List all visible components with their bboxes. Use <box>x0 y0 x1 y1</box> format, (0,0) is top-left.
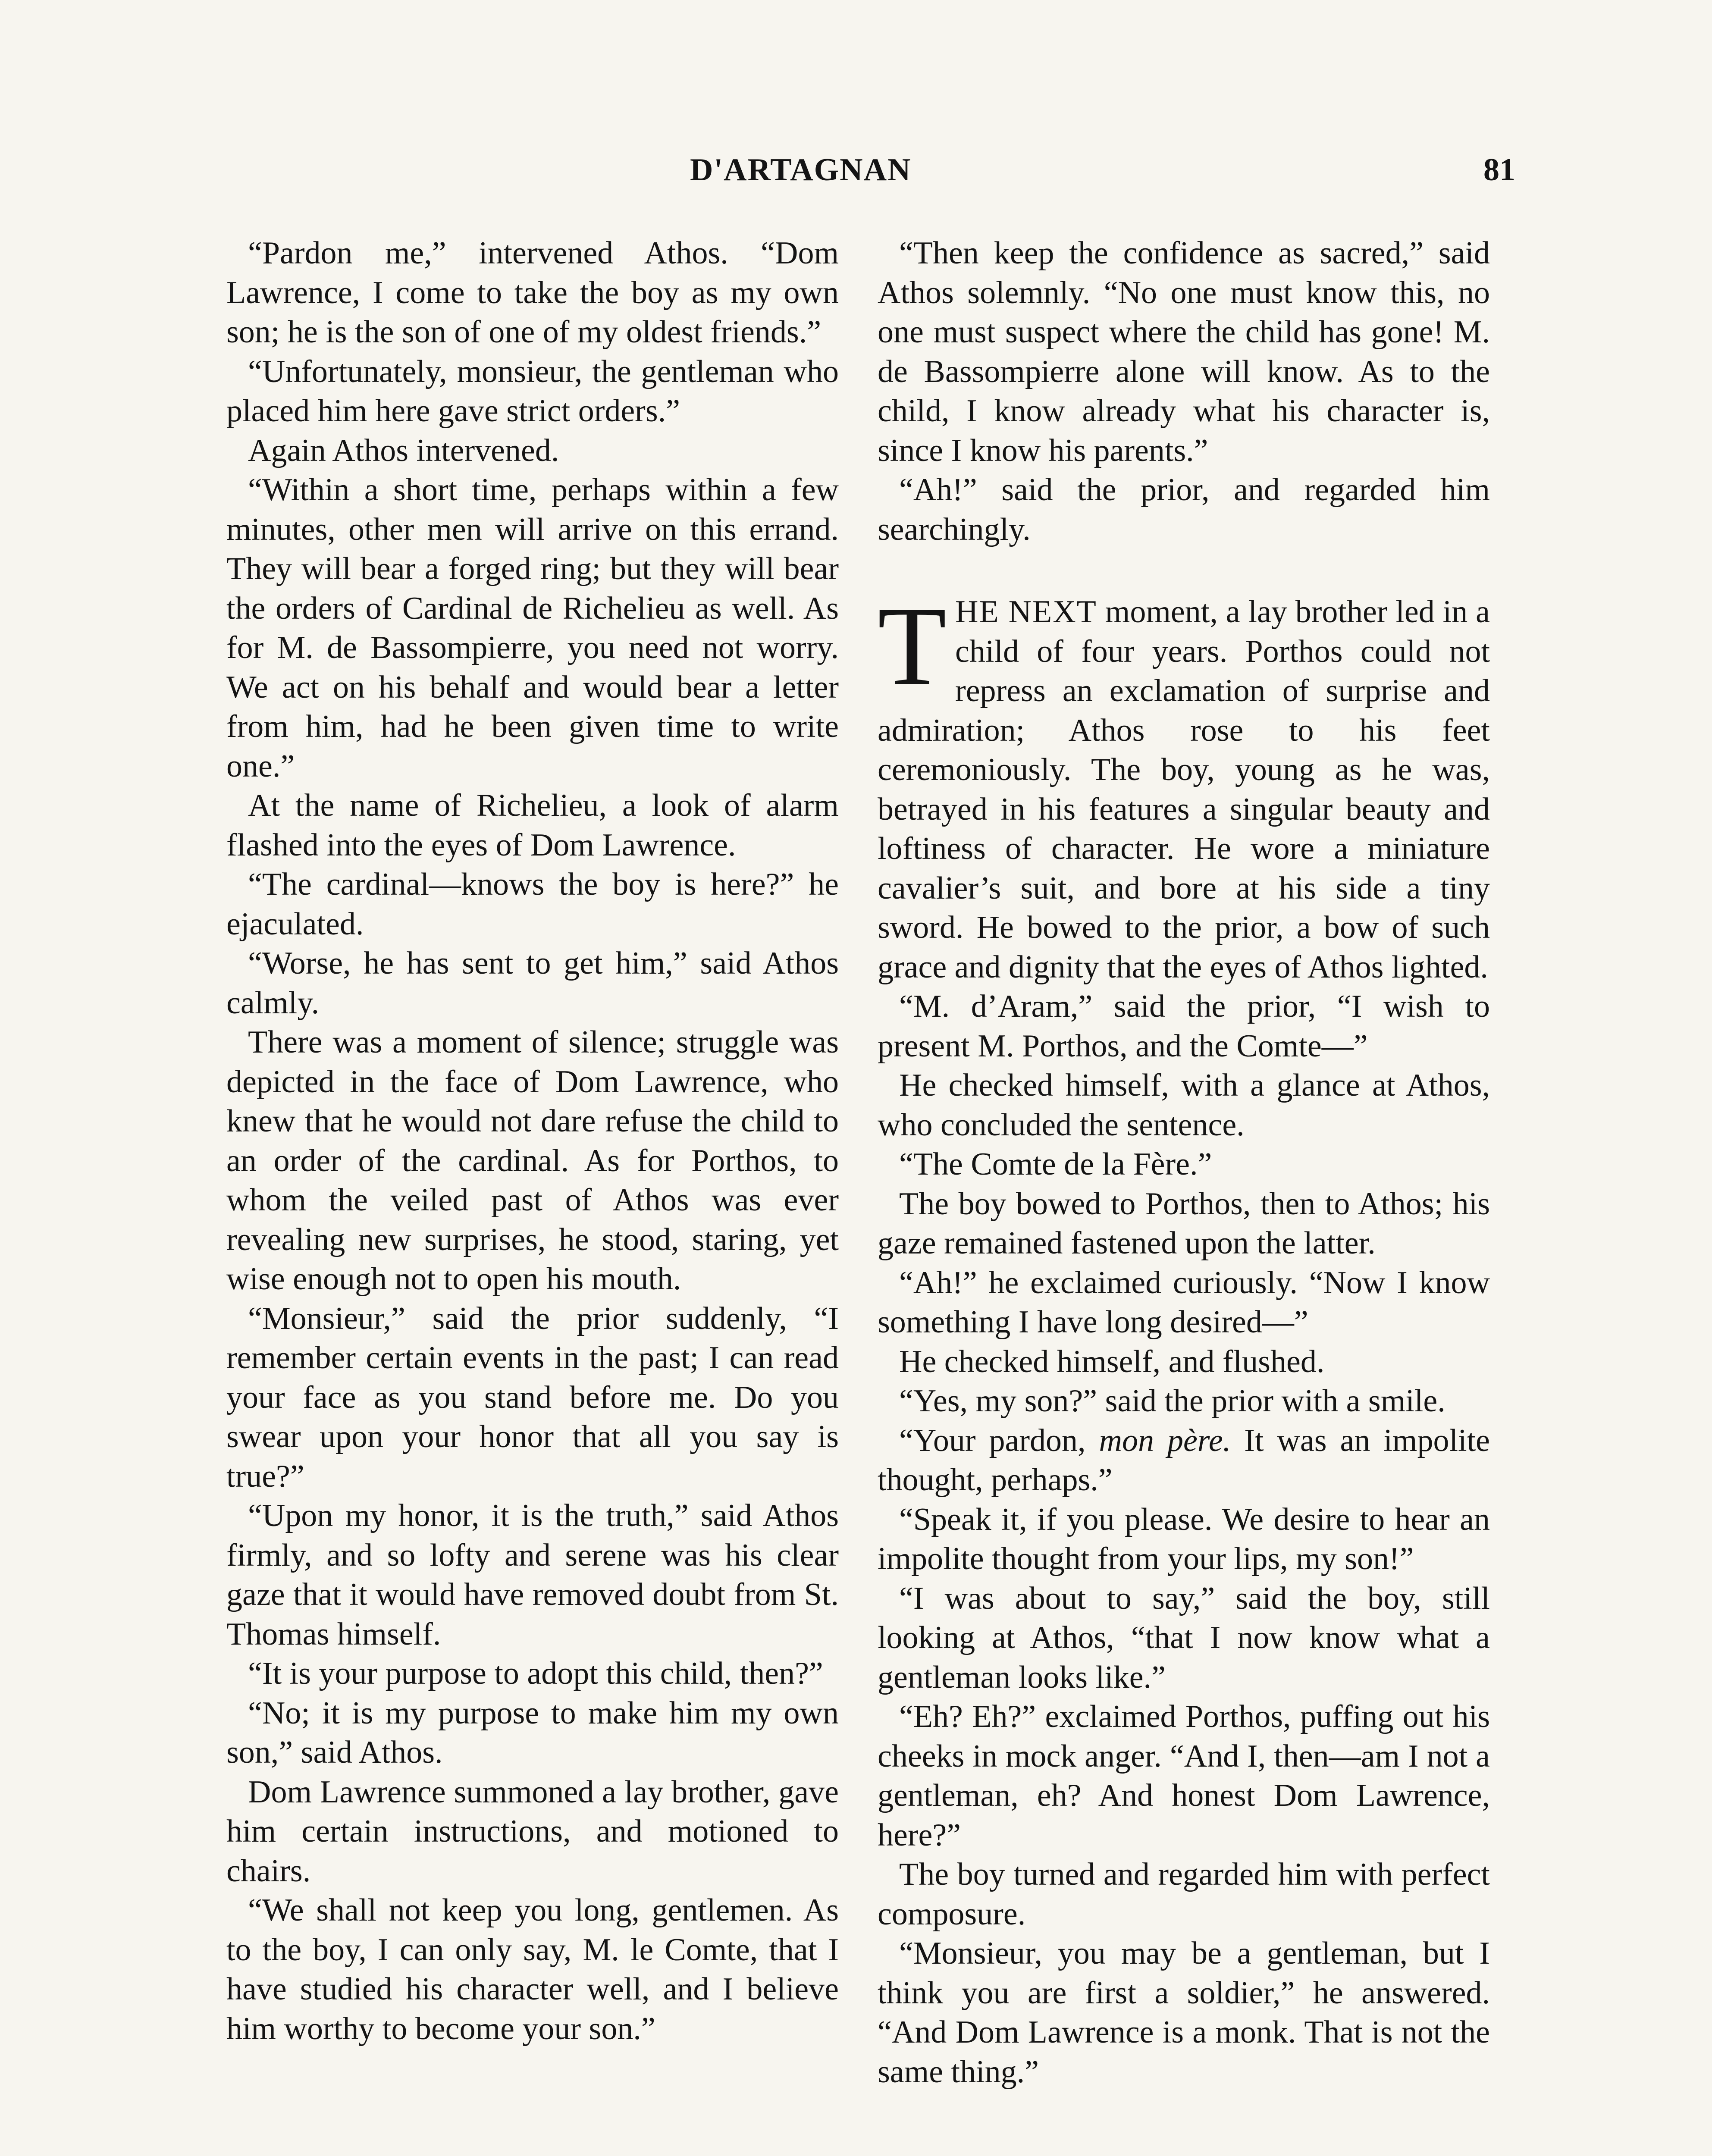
text-run: “Your pardon, <box>899 1423 1099 1458</box>
paragraph: There was a moment of silence; struggle was depicted in the face of Dom Lawrence, who knew that he would not dare refuse the child to an order of the cardinal. As for Porthos, to whom the veiled past of Athos was ever revealing new surprises, he stood, staring, yet wise enough not to open his mouth. <box>226 1025 839 1297</box>
page-number: 81 <box>1483 152 1515 188</box>
paragraph: “We shall not keep you long, gentlemen. As to the boy, I can only say, M. le Comte, that I have studied his character well, and I believe him worthy to become your son.” <box>226 1893 839 2046</box>
paragraph: The boy turned and regarded him with perfect composure. <box>878 1857 1490 1932</box>
paragraph: “Eh? Eh?” exclaimed Porthos, puffing out his cheeks in mock anger. “And I, then—am I not a gentleman, eh? And honest Dom Lawrence, here?” <box>878 1699 1490 1853</box>
paragraph: He checked himself, and flushed. <box>899 1344 1325 1379</box>
paragraph: “Unfortunately, monsieur, the gentleman who placed him here gave strict orders.” <box>226 354 839 429</box>
text-run: It was an impolite thought, perhaps.” <box>878 1423 1490 1498</box>
paragraph: The boy bowed to Porthos, then to Athos; his gaze remained fastened upon the latter. <box>878 1186 1490 1261</box>
section-opening <box>878 583 1490 987</box>
running-head-title: D'ARTAGNAN <box>690 152 912 188</box>
italic-phrase: mon père. <box>1099 1423 1231 1458</box>
paragraph: “Within a short time, perhaps within a few minutes, other men will arrive on this errand. They will bear a forged ring; but they will bear the orders of Cardinal de Richelieu as well. As for M. de Bassompierre, you need not worry. We act on his behalf and would bear a letter from him, had he been given time to write one.” <box>226 472 839 784</box>
paragraph: “I was about to say,” said the boy, still looking at Athos, “that I now know what a gentleman looks like.” <box>878 1580 1490 1695</box>
opening-paragraph <box>878 583 1490 987</box>
paragraph: “Upon my honor, it is the truth,” said Athos firmly, and so lofty and serene was his clear gaze that it would have removed doubt from St. Thomas himself. <box>226 1498 839 1652</box>
paragraph: “The cardinal—knows the boy is here?” he ejaculated. <box>226 867 839 942</box>
paragraph: At the name of Richelieu, a look of alarm flashed into the eyes of Dom Lawrence. <box>226 788 839 863</box>
paragraph: “Monsieur, you may be a gentleman, but I think you are first a soldier,” he answered. “And Dom Lawrence is a monk. That is not the same thing.” <box>878 1936 1490 2090</box>
paragraph: “Monsieur,” said the prior suddenly, “I remember certain events in the past; I can read your face as you stand before me. Do you swear upon your honor that all you say is true?” <box>226 1300 839 1494</box>
paragraph: “Yes, my son?” said the prior with a smile. <box>899 1383 1445 1419</box>
paragraph: He checked himself, with a glance at Athos, who concluded the sentence. <box>878 1068 1490 1143</box>
lead-in-text: moment, a lay brother led in a child of four years. Porthos could not repress an exclamation of surprise and admiration; Athos rose to his feet ceremoniously. The boy, young as he was, betrayed in his features a singular beauty and loftiness of character. He wore a miniature cavalier’s suit, and bore at his side a tiny sword. He bowed to the prior, a bow of such grace and dignity that the eyes of Athos lighted. <box>878 594 1490 985</box>
paragraph: Dom Lawrence summoned a lay brother, gave him certain instructions, and motioned to chairs. <box>226 1774 839 1889</box>
paragraph: Again Athos intervened. <box>248 432 559 468</box>
paragraph: “M. d’Aram,” said the prior, “I wish to present M. Porthos, and the Comte—” <box>878 989 1490 1064</box>
paragraph: “Ah!” said the prior, and regarded him searchingly. <box>878 472 1490 547</box>
paragraph: “No; it is my purpose to make him my own son,” said Athos. <box>226 1695 839 1770</box>
paragraph: “Then keep the confidence as sacred,” said Athos solemnly. “No one must know this, no one must suspect where the child has gone! M. de Bassompierre alone will know. As to the child, I know already what his character is, since I know his parents.” <box>878 235 1490 468</box>
paragraph <box>878 1421 1490 1500</box>
section-break <box>878 549 1490 592</box>
lead-in-caps: HE NEXT <box>955 594 1097 630</box>
paragraph: “Ah!” he exclaimed curiously. “Now I know something I have long desired—” <box>878 1265 1490 1340</box>
right-column <box>878 234 1490 2092</box>
paragraph: “The Comte de la Fère.” <box>899 1147 1212 1182</box>
drop-cap: T <box>878 583 947 708</box>
paragraph: “Worse, he has sent to get him,” said Athos calmly. <box>226 946 839 1021</box>
paragraph: “Speak it, if you please. We desire to hear an impolite thought from your lips, my son!” <box>878 1501 1490 1576</box>
paragraph: “It is your purpose to adopt this child, then?” <box>248 1656 823 1691</box>
paragraph: “Pardon me,” intervened Athos. “Dom Lawrence, I come to take the boy as my own son; he is the son of one of my oldest friends.” <box>226 235 839 350</box>
left-column <box>226 234 839 2049</box>
